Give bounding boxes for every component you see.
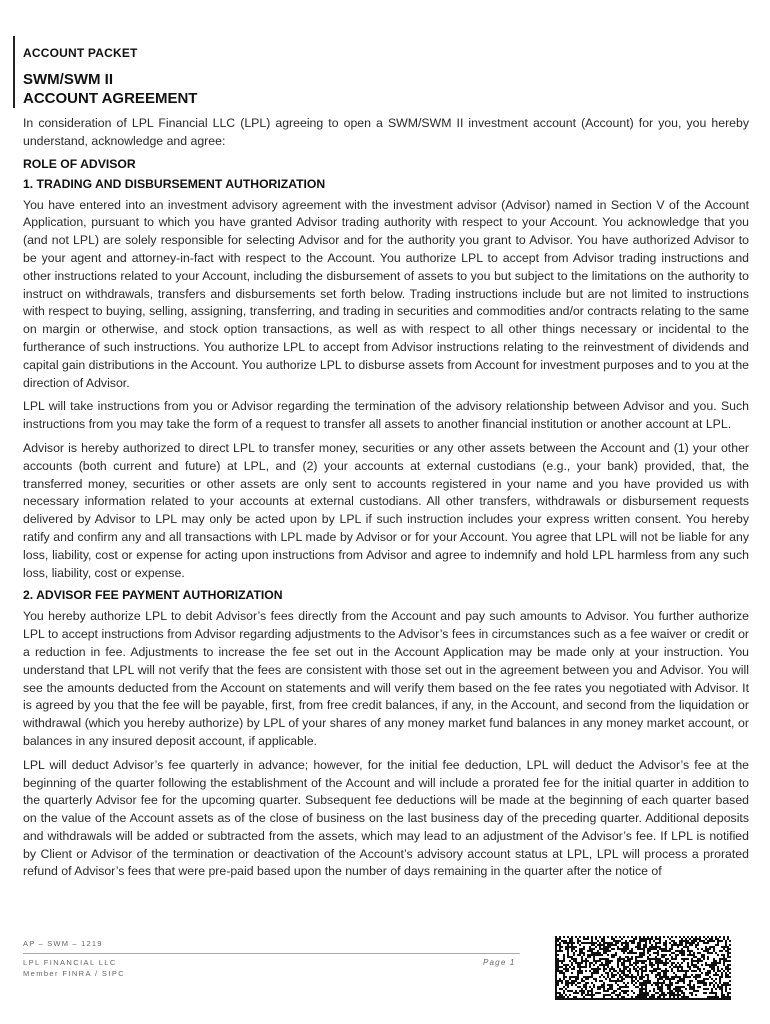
- packet-label: ACCOUNT PACKET: [23, 46, 138, 60]
- section-1-heading: 1. TRADING AND DISBURSEMENT AUTHORIZATION: [23, 176, 326, 191]
- section-2-paragraph-1: You hereby authorize LPL to debit Advisor’s fees directly from the Account and pay such amounts to Advisor. You further authorize LPL to accept instructions from Advisor regarding adjustments to the Advisor’s fees in circumstances such as a fee waiver or credit or a reduction in fee. Adjustments to increase the fee set out in the Account Application may be made only at your instruction. You understand that LPL will not verify that the fees are consistent with those set out in the agreement between you and Advisor. You will see the amounts deducted from the Account on statements and will verify them based on the fee rates you negotiated with Advisor. It is agreed by you that the fee will be payable, first, from free credit balances, if any, in the Account, and second from the liquidation or withdrawal (which you hereby authorize) by LPL of your shares of any money market fund balances in any money market account, or balances in any insured deposit account, if applicable.: [23, 609, 749, 748]
- intro-paragraph: In consideration of LPL Financial LLC (LPL) agreeing to open a SWM/SWM II investment account (Account) for you, you hereby understand, acknowledge and agree:: [23, 116, 749, 148]
- footer-company: LPL FINANCIAL LLC: [23, 958, 117, 967]
- section-2-paragraph-2: LPL will deduct Advisor’s fee quarterly in advance; however, for the initial fee deduction, LPL will deduct the Advisor’s fee at the beginning of the quarter following the establishment of the Account and will include a prorated fee for the initial quarter in addition to the quarterly Advisor fee for the upcoming quarter. Subsequent fee deductions will be made at the beginning of each quarter based on the value of the Account assets as of the close of business on the last business day of the preceding quarter. Additional deposits and withdrawals will be added or subtracted from the assets, which may lead to an adjustment of the Advisor’s fee. If LPL is notified by Client or Advisor of the termination or deactivation of the Account’s advisory account status at LPL, LPL will process a prorated refund of Advisor’s fees that were pre-paid based upon the number of days remaining in the quarter after the notice of: [23, 757, 749, 879]
- section-1-paragraph-2: LPL will take instructions from you or Advisor regarding the termination of the advisory relationship between Advisor and you. Such instructions from you may take the form of a request to transfer all assets to another financial institution or another account at LPL.: [23, 399, 749, 432]
- page-title: [23, 70, 197, 108]
- section-1-paragraph-1: You have entered into an investment advisory agreement with the investment advisor (Advisor) named in Section V of the Account Application, pursuant to which you have granted Advisor trading authority with respect to your Account. You acknowledge that you (and not LPL) are solely responsible for selecting Advisor and for the authority you grant to Advisor. You have authorized Advisor to be your agent and attorney-in-fact with respect to the Account. You authorize LPL to accept from Advisor trading instructions and other instructions related to your Account, including the disbursement of assets to you but subject to the limitations on the authority to instruct on withdrawals, transfers and disbursements set forth below. Trading instructions include but are not limited to instructions with respect to buying, selling, assigning, transferring, and trading in securities and commodities and/or contracts relating to the same on margin or otherwise, and stock option transactions, as well as with respect to all other things necessary or incidental to the furtherance of such instructions. You authorize LPL to accept from Advisor instructions relating to the reinvestment of dividends and capital gain distributions in the Account. You authorize LPL to disburse assets from Account for investment purposes and to you at the direction of Advisor.: [23, 197, 749, 390]
- form-code: AP – SWM – 1219: [23, 939, 103, 948]
- role-heading: ROLE OF ADVISOR: [23, 156, 136, 171]
- section-1-paragraph-3: Advisor is hereby authorized to direct LPL to transfer money, securities or any other assets between the Account and (1) your other accounts (both current and future) at LPL, and (2) your accounts at external custodians (e.g., your bank) provided, that, the transferred money, securities or other assets are only sent to accounts registered in your name and you have provided us with necessary information related to your accounts at external custodians. All other transfers, withdrawals or disbursement requests delivered by Advisor to LPL may only be acted upon by LPL if such instruction includes your express written consent. You hereby ratify and confirm any and all transactions with LPL made by Advisor or for your Account. You agree that LPL will not be liable for any loss, liability, cost or expense for acting upon instructions from Advisor and agree to indemnify and hold LPL harmless from any such loss, liability, cost or expense.: [23, 440, 749, 580]
- agreement-body: [23, 115, 749, 887]
- page-number: Page 1: [483, 958, 516, 967]
- title-line-1: SWM/SWM II: [23, 71, 113, 88]
- title-line-2: ACCOUNT AGREEMENT: [23, 90, 198, 107]
- footer-member: Member FINRA / SIPC: [23, 969, 126, 978]
- 2d-barcode-icon: [555, 936, 731, 1000]
- section-2-heading: 2. ADVISOR FEE PAYMENT AUTHORIZATION: [23, 588, 283, 603]
- header-accent-bar: [13, 36, 15, 108]
- footer-divider: [23, 953, 520, 954]
